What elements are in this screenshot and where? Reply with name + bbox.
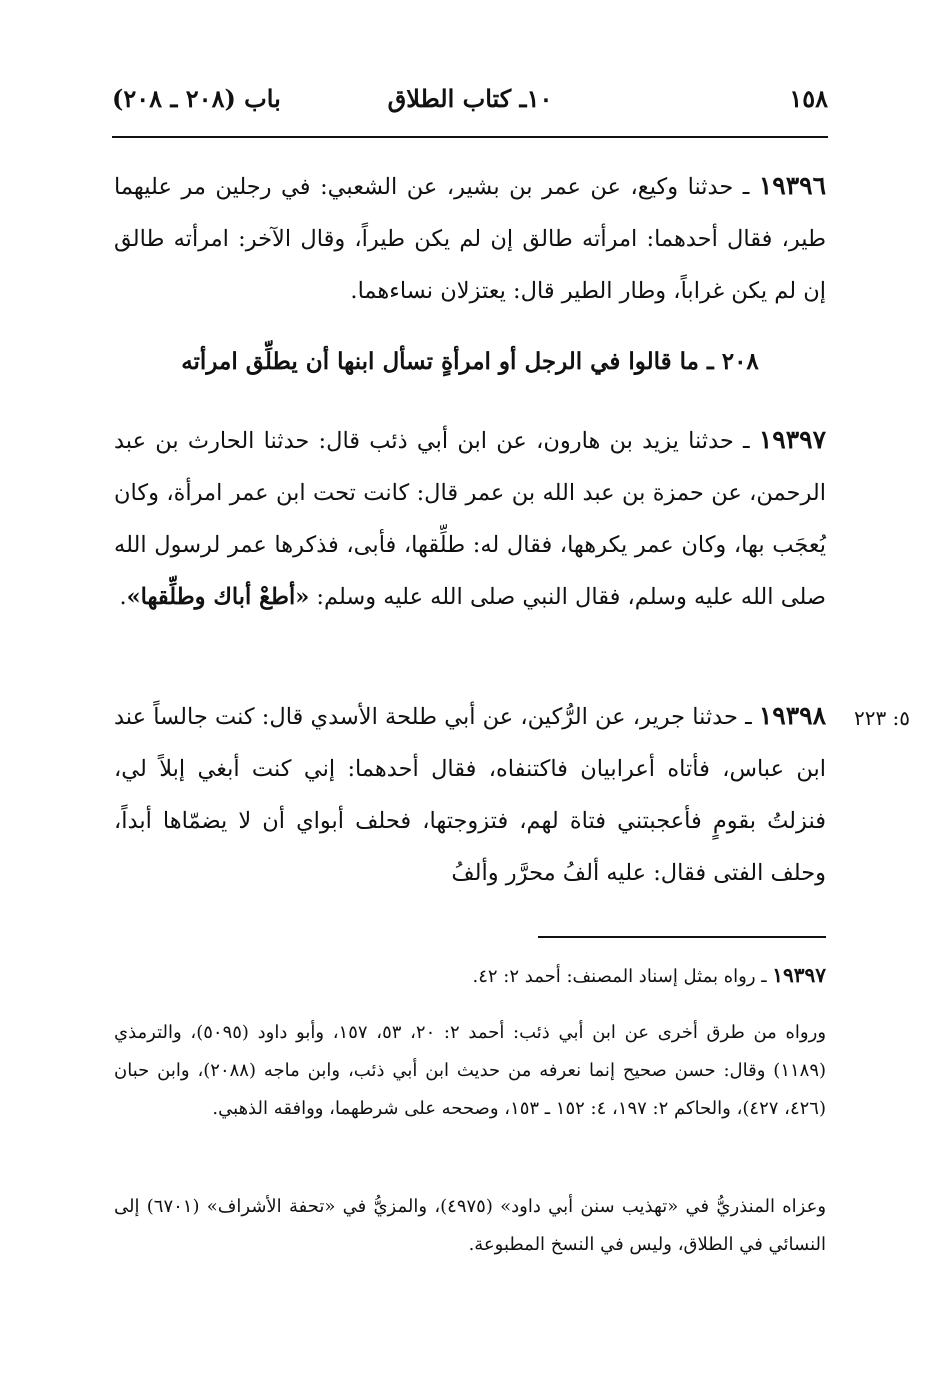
hadith-number: ١٩٣٩٦ (758, 171, 826, 200)
chapter-range: باب (٢٠٨ ـ ٢٠٨) (112, 84, 281, 113)
hadith-text: ـ حدثنا وكيع، عن عمر بن بشير، عن الشعبي: في رجلين مر عليهما طير، فقال أحدهما: امرأته طالق إن لم يكن طيراً، وقال الآخر: امرأته طالق إن لم يكن غراباً، وطار الطير قال: يعتزلان نساءهما. (114, 174, 826, 304)
footnote-2: ورواه من طرق أخرى عن ابن أبي ذئب: أحمد ٢: ٢٠، ٥٣، ١٥٧، وأبو داود (٥٠٩٥)، والترمذي (١١٨٩) وقال: حسن صحيح إنما نعرفه من حديث ابن أبي ذئب، وابن ماجه (٢٠٨٨)، وابن حبان (٤٢٦، ٤٢٧)، والحاكم ٢: ١٩٧، ٤: ١٥٢ ـ ١٥٣، وصححه على شرطهما، ووافقه الذهبي. (114, 1022, 827, 1119)
hadith-text: ـ حدثنا يزيد بن هارون، عن ابن أبي ذئب قال: حدثنا الحارث بن عبد الرحمن، عن حمزة بن عبد الله بن عمر قال: كانت تحت ابن عمر امرأة، وكان يُعجَب بها، وكان عمر يكرهها، فقال له: طلِّقها، فأبى، فذكرها عمر لرسول الله صلى الله عليه وسلم، فقال النبي صلى الله عليه وسلم: (114, 428, 826, 610)
footnote-1 (114, 956, 826, 996)
book-title: ١٠ـ كتاب الطلاق (387, 84, 553, 113)
hadith-number: ١٩٣٩٨ (758, 701, 826, 730)
page-number: ١٥٨ (789, 84, 828, 113)
footnote-number: ١٩٣٩٧ (772, 963, 826, 987)
header-rule (112, 136, 828, 138)
hadith-entry-19396 (114, 160, 826, 317)
footnote-3: وعزاه المنذريُّ في «تهذيب سنن أبي داود» (٤٩٧٥)، والمزيُّ في «تحفة الأشراف» (٦٧٠١) إلى النسائي في الطلاق، وليس في النسخ المطبوعة. (114, 1196, 827, 1255)
margin-reference: ٥: ٢٢٣ (853, 706, 911, 730)
hadith-text: ـ حدثنا جرير، عن الرُّكين، عن أبي طلحة الأسدي قال: كنت جالساً عند ابن عباس، فأتاه أعرابيان فاكتنفاه، فقال أحدهما: إني كنت أبغي إبلاً لي، فنزلتُ بقومٍ فأعجبتني فتاة لهم، فتزوجتها، فحلف أبواي أن لا يضمّاها أبداً، وحلف الفتى فقال: عليه ألفُ محرَّر وألفُ (114, 704, 826, 886)
hadith-entry-19397 (114, 414, 826, 623)
hadith-entry-19398 (114, 690, 826, 899)
hadith-end: . (119, 584, 127, 610)
hadith-quote: «أطعْ أباك وطلِّقها» (126, 584, 310, 610)
footnote-rule (538, 936, 826, 938)
section-heading: ٢٠٨ ـ ما قالوا في الرجل أو امرأةٍ تسأل ابنها أن يطلِّق امرأته (181, 348, 759, 375)
hadith-number: ١٩٣٩٧ (758, 425, 826, 454)
footnote-text: ـ رواه بمثل إسناد المصنف: أحمد ٢: ٤٢. (472, 966, 773, 987)
page-header (112, 84, 828, 124)
